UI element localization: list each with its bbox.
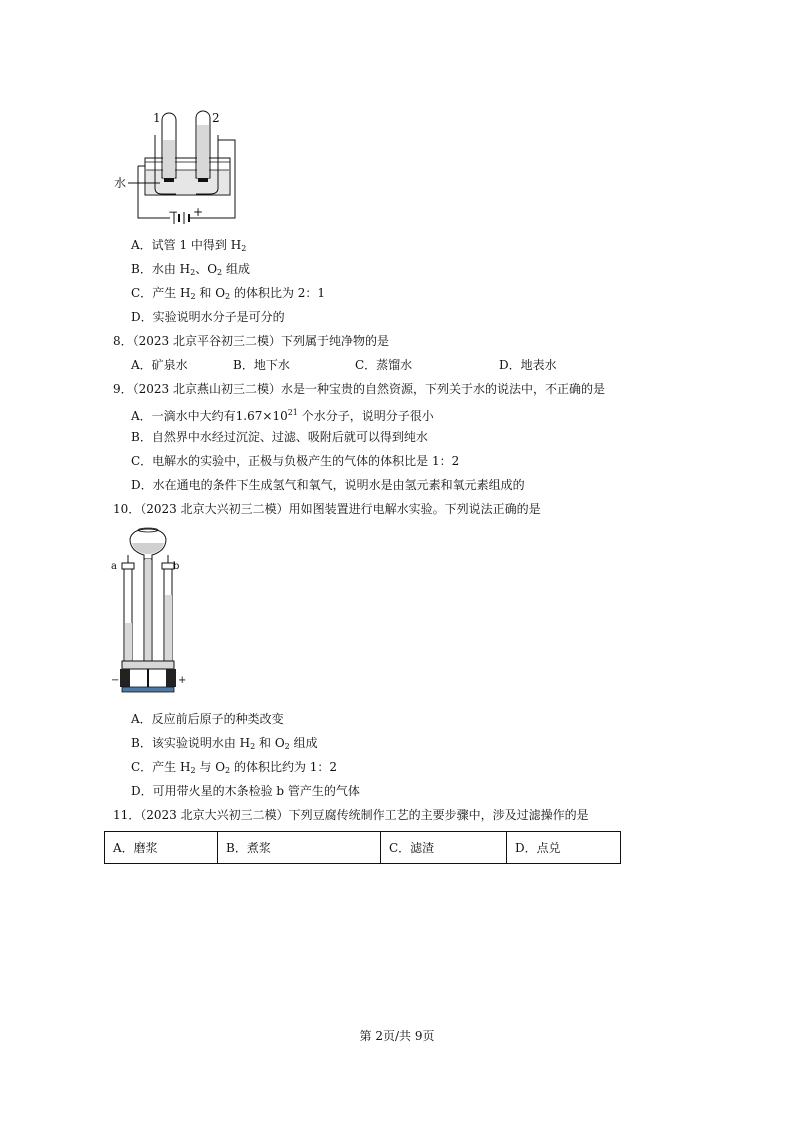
- q11-option-d: D．点兑: [507, 832, 621, 864]
- q10-option-a: A．反应前后原子的种类改变: [131, 712, 284, 726]
- hoffman-apparatus: [108, 525, 188, 697]
- q9-option-b: B．自然界中水经过沉淀、过滤、吸附后就可以得到纯水: [131, 430, 428, 444]
- table-row: [105, 832, 621, 864]
- q10-stem: 10．（2023 北京大兴初三二模）用如图装置进行电解水实验。下列说法正确的是: [113, 502, 541, 516]
- q8-option-c: C．蒸馏水: [355, 358, 413, 372]
- q9-option-c: C．电解水的实验中，正极与负极产生的气体的体积比是 1：2: [131, 454, 460, 468]
- q8-option-d: D．地表水: [499, 358, 557, 372]
- electrolysis-figure-1: [100, 100, 250, 225]
- page-footer: 第 2页/共 9页: [359, 1029, 435, 1043]
- q10-option-d: D．可用带火星的木条检验 b 管产生的气体: [131, 784, 360, 798]
- q8-option-a: A．矿泉水: [131, 358, 188, 372]
- tube-label-2: 2: [212, 111, 220, 125]
- q11-option-c: C．滤渣: [381, 832, 507, 864]
- electrode-sign-minus-2: −: [111, 675, 120, 686]
- q8-option-b: B．地下水: [233, 358, 290, 372]
- q8-stem: 8．（2023 北京平谷初三二模）下列属于纯净物的是: [113, 334, 389, 348]
- water-label: 水: [114, 176, 127, 190]
- q9-stem: 9．（2023 北京燕山初三二模）水是一种宝贵的自然资源，下列关于水的说法中，不正确的是: [113, 382, 605, 396]
- q7-option-b: B．水由 $H_2$、$O_2$ 组成: [131, 262, 250, 277]
- electrolysis-figure-2: [108, 525, 188, 697]
- q7-option-d: D．实验说明水分子是可分的: [131, 310, 285, 324]
- tube-label-1: 1: [153, 111, 161, 125]
- q10-option-b: B．该实验说明水由 $H_2$ 和 $O_2$ 组成: [131, 736, 318, 751]
- q11-stem: 11．（2023 北京大兴初三二模）下列豆腐传统制作工艺的主要步骤中，涉及过滤操作的是: [113, 808, 589, 822]
- q11-options-table: [104, 831, 621, 864]
- q7-option-c: C．产生 $H_2$ 和 $O_2$ 的体积比为 2：1: [131, 286, 326, 301]
- electrode-sign-plus-2: +: [178, 675, 187, 686]
- q7-option-a: A．试管 1 中得到 $H_2$: [131, 238, 247, 253]
- q9-option-d: D．水在通电的条件下生成氢气和氧气，说明水是由氢元素和氧元素组成的: [131, 478, 525, 492]
- q11-option-a: A．磨浆: [105, 832, 218, 864]
- q11-option-b: B．煮浆: [218, 832, 381, 864]
- q10-option-c: C．产生 $H_2$ 与 $O_2$ 的体积比约为 1：2: [131, 760, 338, 775]
- q9-option-a: A．一滴水中大约有$1.67\times 10^{21}$ 个水分子，说明分子很小: [131, 408, 434, 423]
- tube-label-a: a: [111, 561, 117, 572]
- electrode-sign-plus: +: [193, 205, 204, 219]
- tube-label-b: b: [173, 561, 180, 572]
- electrode-sign-minus: −: [168, 205, 179, 219]
